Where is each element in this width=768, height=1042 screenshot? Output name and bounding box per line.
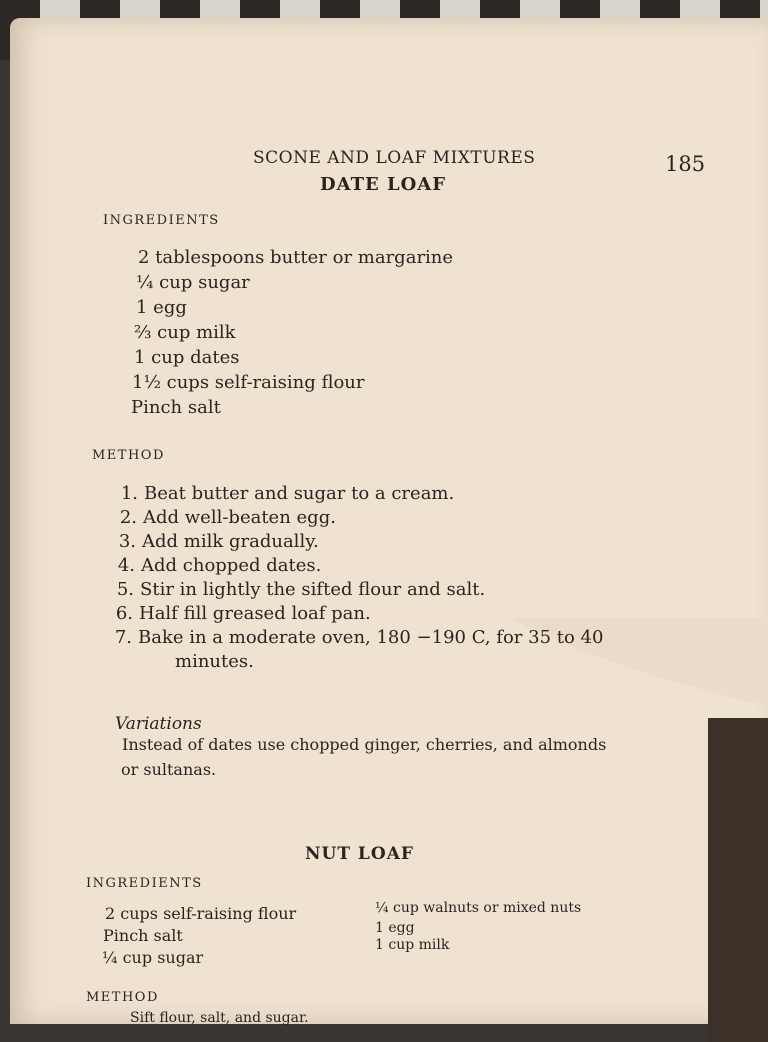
step-number: 7. [114, 627, 132, 648]
method-step [112, 483, 454, 504]
method-heading: METHOD [86, 990, 159, 1005]
method-step [106, 627, 603, 648]
variations-heading: Variations [115, 714, 202, 734]
book-cover-edge [708, 718, 768, 1042]
method-step [109, 555, 321, 576]
recipe-title-nut-loaf: NUT LOAF [305, 844, 414, 864]
step-number: 3. [118, 531, 136, 552]
ingredient-item: 2 tablespoons butter or margarine [138, 247, 454, 268]
ingredient-item: ¼ cup sugar [136, 272, 250, 293]
step-text: Beat butter and sugar to a cream. [144, 483, 455, 504]
ingredient-item: 1 egg [375, 920, 415, 936]
variations-text-line: Instead of dates use chopped ginger, cherries, and almonds [122, 735, 607, 754]
method-step [108, 579, 485, 600]
step-number: 2. [119, 507, 137, 528]
step-number: 6. [115, 603, 133, 624]
running-head: SCONE AND LOAF MIXTURES [253, 148, 536, 168]
book-page [10, 18, 768, 1024]
step-text: Stir in lightly the sifted flour and salt. [140, 579, 486, 600]
ingredient-item: ¼ cup sugar [102, 948, 204, 967]
step-number: 4. [117, 555, 135, 576]
ingredient-item: 1½ cups self-raising flour [132, 372, 365, 393]
method-step-continuation: minutes. [175, 651, 254, 672]
method-step [107, 603, 371, 624]
method-step-partial: Sift flour, salt, and sugar. [130, 1010, 309, 1026]
ingredient-item: 1 cup milk [375, 937, 450, 953]
ingredient-item: 1 cup dates [134, 347, 240, 368]
step-number: 1. [120, 483, 138, 504]
step-number: 5. [116, 579, 134, 600]
ingredients-heading: INGREDIENTS [86, 876, 203, 891]
ingredient-item: 2 cups self-raising flour [105, 904, 297, 923]
variations-text-line: or sultanas. [121, 760, 217, 779]
ingredient-item: Pinch salt [103, 926, 183, 945]
recipe-title-date-loaf: DATE LOAF [320, 174, 447, 195]
step-text: Add well-beaten egg. [143, 507, 336, 528]
step-text: Add milk gradually. [142, 531, 319, 552]
step-text: Add chopped dates. [141, 555, 322, 576]
method-heading: METHOD [92, 448, 165, 463]
ingredient-item: 1 egg [136, 297, 187, 318]
ingredient-item: ⅔ cup milk [134, 322, 236, 343]
ingredient-item: ¼ cup walnuts or mixed nuts [375, 900, 582, 916]
step-text: Half fill greased loaf pan. [139, 603, 371, 624]
page-number: 185 [665, 152, 706, 176]
method-step [110, 531, 319, 552]
ingredients-heading: INGREDIENTS [103, 213, 220, 228]
step-text: Bake in a moderate oven, 180 −190 C, for 35 to 40 [138, 627, 604, 648]
ingredient-item: Pinch salt [131, 397, 221, 418]
method-step [111, 507, 336, 528]
